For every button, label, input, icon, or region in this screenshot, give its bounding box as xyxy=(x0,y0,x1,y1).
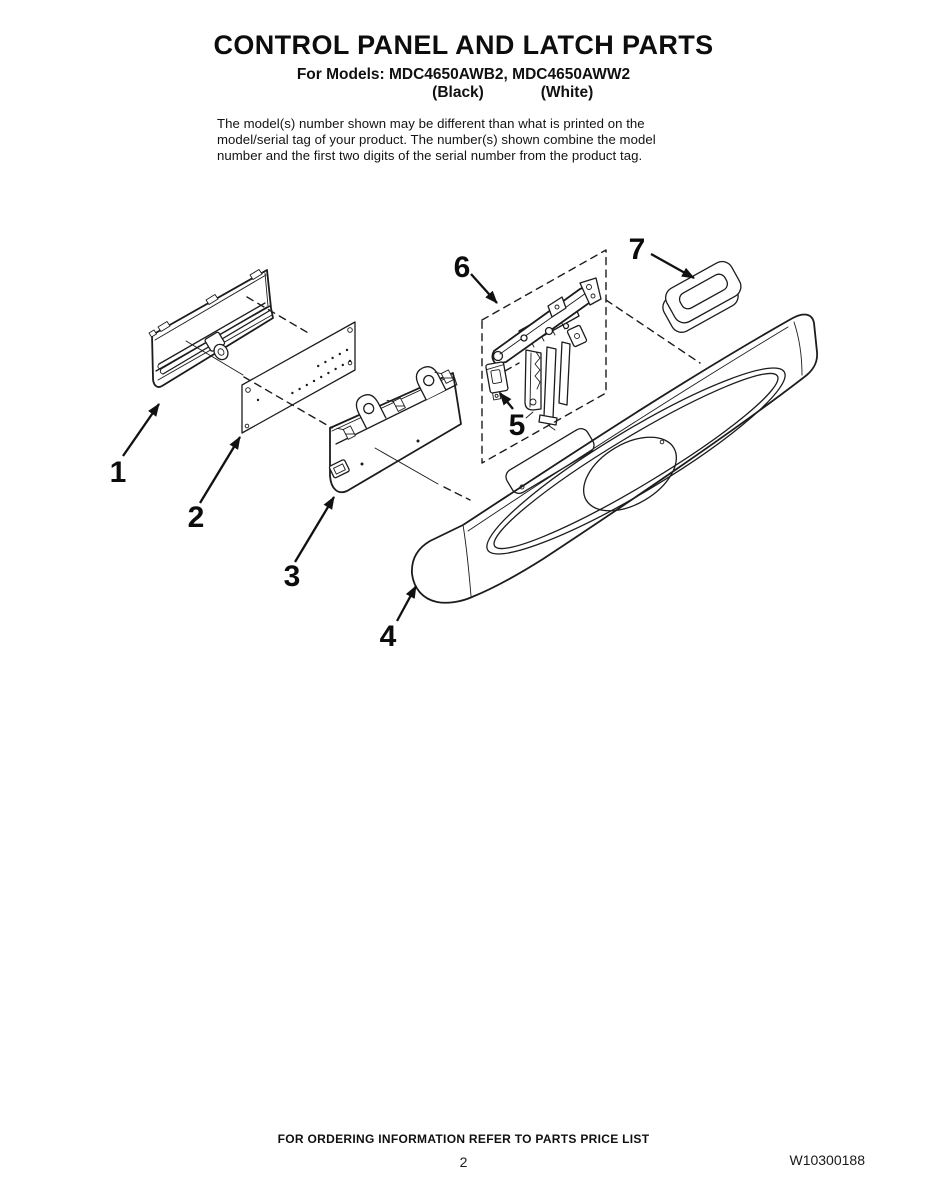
part-6-latch-assembly xyxy=(492,278,601,430)
document-number: W10300188 xyxy=(789,1152,865,1168)
console-panel-outline xyxy=(412,314,817,602)
model-color-black: (Black) xyxy=(432,84,484,101)
callout-3-label: 3 xyxy=(283,560,301,593)
callout-6-arrow xyxy=(471,274,497,303)
part-2-membrane-sheet xyxy=(242,322,355,433)
exploded-parts-diagram xyxy=(80,230,860,670)
callout-1-label: 1 xyxy=(109,456,127,489)
part-4-console-panel xyxy=(412,314,817,602)
ordering-info: FOR ORDERING INFORMATION REFER TO PARTS PRICE LIST xyxy=(277,1132,650,1146)
model-color-white: (White) xyxy=(540,84,594,101)
callout-7-arrow xyxy=(651,254,694,278)
callout-4-arrow xyxy=(397,586,416,621)
disclaimer-line-1: The model(s) number shown may be different than what is printed on the xyxy=(217,116,645,131)
page-number: 2 xyxy=(459,1154,468,1170)
part-1-access-panel xyxy=(149,270,273,388)
callout-4-label: 4 xyxy=(379,620,397,653)
page-title: CONTROL PANEL AND LATCH PARTS xyxy=(213,30,714,60)
callout-3-arrow xyxy=(295,497,334,562)
callout-5-arrow xyxy=(500,393,513,409)
part-5-door-switch xyxy=(486,362,510,401)
model-disclaimer xyxy=(217,116,717,164)
part-7-handle-insert xyxy=(656,258,749,337)
disclaimer-line-2: model/serial tag of your product. The number(s) shown combine the model xyxy=(217,131,656,147)
callout-2-label: 2 xyxy=(187,501,205,534)
callout-1-arrow xyxy=(123,404,159,456)
callout-5-label: 5 xyxy=(508,409,526,442)
disclaimer-line-3: number and the first two digits of the serial number from the product tag. xyxy=(217,147,643,163)
callout-2-arrow xyxy=(200,437,240,503)
callout-7-label: 7 xyxy=(628,233,646,266)
part-3-control-housing xyxy=(329,363,461,492)
callout-6-label: 6 xyxy=(453,251,471,284)
models-line: For Models: MDC4650AWB2, MDC4650AWW2 xyxy=(296,66,631,83)
